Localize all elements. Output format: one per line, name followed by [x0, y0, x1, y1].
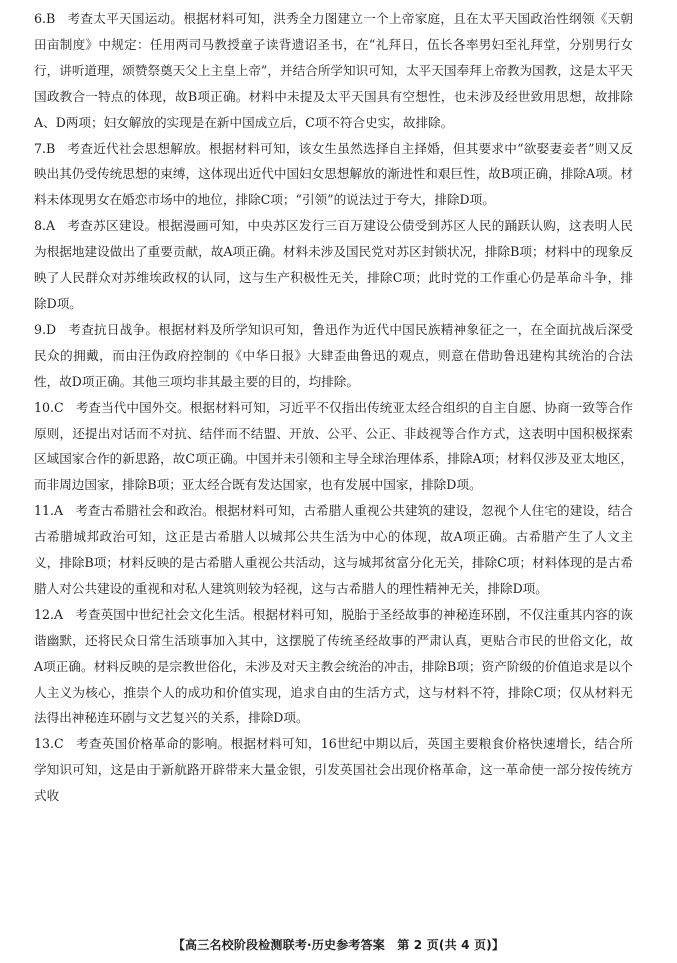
- answer-item: [34, 213, 633, 317]
- question-number: 9.: [34, 321, 47, 337]
- answer-item: [34, 395, 633, 499]
- answer-key: A: [46, 218, 56, 234]
- explanation-text: 考查英国价格革命的影响。根据材料可知，16世纪中期以后，英国主要粮食价格快速增长，结合所学知识可知，这是由于新航路开辟带来大量金银，引发英国社会出现价格革命，这一革命使一部分按传统方式收: [34, 736, 633, 804]
- answer-key: B: [46, 140, 56, 156]
- page-footer: 【高三名校阶段检测联考·历史参考答案 第 2 页(共 4 页)】: [172, 938, 505, 953]
- question-number: 13.: [34, 736, 55, 752]
- explanation-text: 考查抗日战争。根据材料及所学知识可知，鲁迅作为近代中国民族精神象征之一，在全面抗战后深受民众的拥戴，而由汪伪政府控制的《中华日报》大肆歪曲鲁迅的观点，则意在借助鲁迅建构其统治的合法性，故D项正确。其他三项均非其最主要的目的，均排除。: [34, 321, 633, 389]
- explanation-text: 考查英国中世纪社会文化生活。根据材料可知，脱胎于圣经故事的神秘连环剧，不仅注重其内容的诙谐幽默，还将民众日常生活琐事加入其中，这摆脱了传统圣经故事的严肃认真，更贴合市民的世俗文化，故A项正确。材料反映的是宗教世俗化，未涉及对天主教会统治的冲击，排除B项；资产阶级的价值追求是以个人主义为核心，推崇个人的成功和价值实现，追求自由的生活方式，这与材料不符，排除C项；仅从材料无法得出神秘连环剧与文艺复兴的关系，排除D项。: [34, 606, 633, 726]
- answer-key: A: [54, 503, 64, 519]
- question-number: 8.: [34, 218, 47, 234]
- answer-item: [34, 317, 633, 395]
- answer-key: C: [54, 399, 64, 415]
- question-number: 10.: [34, 399, 55, 415]
- question-number: 6.: [34, 11, 47, 26]
- explanation-text: 考查当代中国外交。根据材料可知，习近平不仅指出传统亚太经合组织的自主自愿、协商一致等合作原则，还提出对话而不对抗、结伴而不结盟、开放、公平、公正、非歧视等合作方式，这表明中国积极探索区域国家合作的新思路，故C项正确。中国并未引领和主导全球治理体系，排除A项；材料仅涉及亚太地区，而非周边国家，排除B项；亚太经合既有发达国家，也有发展中国家，排除D项。: [34, 399, 633, 493]
- answer-item: [34, 498, 633, 602]
- explanation-text: 考查苏区建设。根据漫画可知，中央苏区发行三百万建设公债受到苏区人民的踊跃认购，这表明人民为根据地建设做出了重要贡献，故A项正确。材料未涉及国民党对苏区封锁状况，排除B项；材料中的现象反映了人民群众对苏维埃政权的认同，这与生产积极性无关，排除C项；此时党的工作重心仍是革命斗争，排除D项。: [34, 218, 633, 311]
- explanation-text: 考查近代社会思想解放。根据材料可知，该女生虽然选择自主择婚，但其要求中“欲娶妻妾者”则又反映出其仍受传统思想的束缚，这体现出近代中国妇女思想解放的渐进性和艰巨性，故B项正确，排除A项。材料未体现男女在婚恋市场中的地位，排除C项；“引领”的说法过于夸大，排除D项。: [34, 140, 633, 208]
- answer-item: [34, 602, 633, 732]
- question-number: 7.: [34, 140, 47, 156]
- answer-key: C: [54, 736, 64, 752]
- answer-key: A: [54, 606, 64, 622]
- answer-item: [34, 731, 633, 809]
- question-number: 12.: [34, 606, 55, 622]
- question-number: 11.: [34, 503, 55, 519]
- explanation-text: 考查古希腊社会和政治。根据材料可知，古希腊人重视公共建筑的建设，忽视个人住宅的建设，结合古希腊城邦政治可知，这正是古希腊人以城邦公共生活为中心的体现，故A项正确。古希腊产生了人文主义，排除B项；材料反映的是古希腊人重视公共活动，这与城邦贫富分化无关，排除C项；材料体现的是古希腊人对公共建设的重视和对私人建筑则较为轻视，这与古希腊人的理性精神无关，排除D项。: [34, 503, 633, 596]
- answer-key: B: [46, 11, 56, 26]
- explanation-text: 考查太平天国运动。根据材料可知，洪秀全力图建立一个上帝家庭，且在太平天国政治性纲领《天朝田亩制度》中规定：任用两司马教授童子读背遗诏圣书，在“礼拜日，伍长各率男妇至礼拜堂，分别男行女行，讲听道理，颂赞祭奠天父上主皇上帝”，并结合所学知识可知，太平天国奉拜上帝教为国教，这是太平天国政教合一特点的体现，故B项正确。材料中未提及太平天国具有空想性，也未涉及经世致用思想，故排除A、D两项；妇女解放的实现是在新中国成立后，C项不符合史实，故排除。: [34, 11, 633, 130]
- answer-item: [34, 136, 633, 214]
- answer-key: D: [46, 321, 57, 337]
- answer-item: [34, 6, 633, 136]
- answer-list: [34, 6, 633, 809]
